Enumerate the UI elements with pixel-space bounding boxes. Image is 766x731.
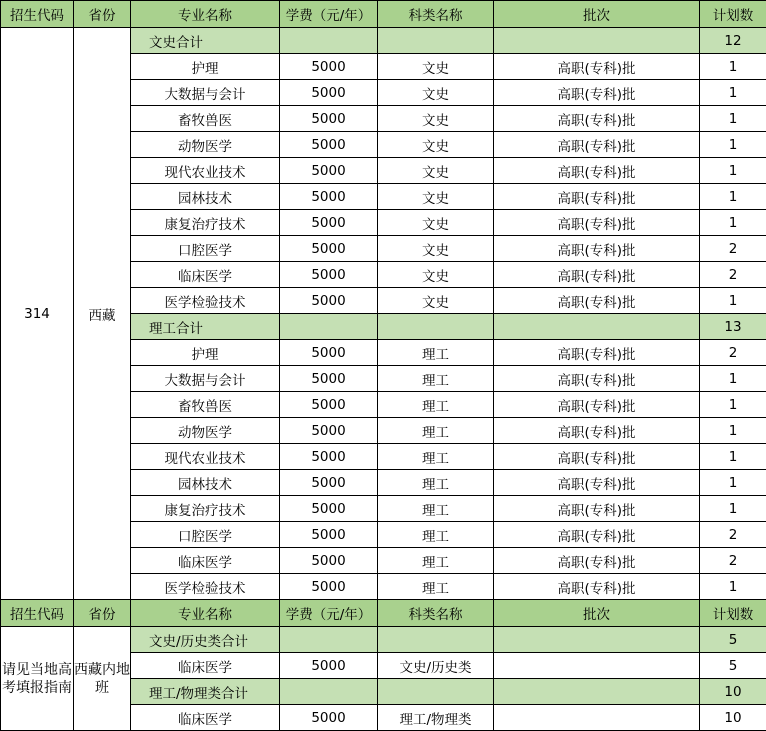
subtotal-label: 理工合计: [131, 314, 280, 340]
data-cell: 1: [700, 366, 766, 392]
data-cell: 1: [700, 80, 766, 106]
data-cell: 理工: [378, 444, 494, 470]
data-cell: 理工: [378, 366, 494, 392]
data-cell: 理工: [378, 496, 494, 522]
data-cell: 5000: [280, 340, 378, 366]
data-cell: 5000: [280, 158, 378, 184]
data-cell: 文史: [378, 210, 494, 236]
data-cell: 高职(专科)批: [494, 392, 700, 418]
data-cell: 畜牧兽医: [131, 106, 280, 132]
data-cell: 5000: [280, 444, 378, 470]
province: 西藏: [74, 28, 131, 600]
data-cell: 高职(专科)批: [494, 496, 700, 522]
header-row: [1, 1, 766, 28]
data-cell: 5: [700, 653, 766, 679]
data-cell: 5000: [280, 574, 378, 600]
province: 西藏内地班: [74, 627, 131, 731]
subtotal-count: 5: [700, 627, 766, 653]
subtotal-empty: [494, 627, 700, 653]
data-cell: 1: [700, 444, 766, 470]
subtotal-empty: [494, 679, 700, 705]
data-cell: 2: [700, 548, 766, 574]
data-cell: 1: [700, 574, 766, 600]
column-header: 批次: [494, 600, 700, 627]
data-cell: 文史: [378, 288, 494, 314]
data-cell: 现代农业技术: [131, 444, 280, 470]
data-cell: 5000: [280, 705, 378, 731]
data-cell: 高职(专科)批: [494, 548, 700, 574]
data-cell: 医学检验技术: [131, 574, 280, 600]
data-cell: 临床医学: [131, 653, 280, 679]
subtotal-label: 文史合计: [131, 28, 280, 54]
data-cell: 5000: [280, 184, 378, 210]
data-cell: 5000: [280, 54, 378, 80]
data-cell: 5000: [280, 496, 378, 522]
column-header: 科类名称: [378, 1, 494, 28]
data-cell: 康复治疗技术: [131, 210, 280, 236]
subtotal-empty: [378, 679, 494, 705]
subtotal-row: [1, 627, 766, 653]
subtotal-empty: [494, 28, 700, 54]
header-row: [1, 600, 766, 627]
data-cell: 理工: [378, 418, 494, 444]
data-cell: 1: [700, 132, 766, 158]
data-cell: 5000: [280, 470, 378, 496]
data-cell: 5000: [280, 548, 378, 574]
data-cell: 5000: [280, 418, 378, 444]
column-header: 专业名称: [131, 1, 280, 28]
data-cell: 高职(专科)批: [494, 262, 700, 288]
column-header: 批次: [494, 1, 700, 28]
data-cell: 医学检验技术: [131, 288, 280, 314]
data-cell: 10: [700, 705, 766, 731]
subtotal-empty: [378, 28, 494, 54]
column-header: 科类名称: [378, 600, 494, 627]
data-cell: 1: [700, 418, 766, 444]
data-cell: 5000: [280, 106, 378, 132]
data-cell: 5000: [280, 236, 378, 262]
data-cell: 5000: [280, 262, 378, 288]
subtotal-count: 10: [700, 679, 766, 705]
subtotal-empty: [378, 314, 494, 340]
data-cell: 口腔医学: [131, 236, 280, 262]
subtotal-empty: [494, 314, 700, 340]
table-body: [1, 1, 766, 731]
data-cell: 2: [700, 340, 766, 366]
column-header: 招生代码: [1, 600, 74, 627]
data-cell: 文史: [378, 158, 494, 184]
data-cell: 护理: [131, 54, 280, 80]
column-header: 计划数: [700, 1, 766, 28]
data-cell: 高职(专科)批: [494, 210, 700, 236]
data-cell: 动物医学: [131, 418, 280, 444]
data-cell: 5000: [280, 288, 378, 314]
data-cell: 文史: [378, 80, 494, 106]
data-cell: 5000: [280, 366, 378, 392]
subtotal-row: [1, 28, 766, 54]
enrollment-code: 请见当地高考填报指南: [1, 627, 74, 731]
data-cell: 临床医学: [131, 548, 280, 574]
data-cell: 高职(专科)批: [494, 444, 700, 470]
data-cell: 高职(专科)批: [494, 80, 700, 106]
data-cell: 畜牧兽医: [131, 392, 280, 418]
subtotal-count: 12: [700, 28, 766, 54]
data-cell: 高职(专科)批: [494, 106, 700, 132]
subtotal-empty: [280, 679, 378, 705]
data-cell: 1: [700, 210, 766, 236]
data-cell: [494, 653, 700, 679]
data-cell: 5000: [280, 80, 378, 106]
data-cell: 高职(专科)批: [494, 340, 700, 366]
data-cell: 大数据与会计: [131, 366, 280, 392]
data-cell: 1: [700, 54, 766, 80]
data-cell: 高职(专科)批: [494, 522, 700, 548]
subtotal-count: 13: [700, 314, 766, 340]
data-cell: 2: [700, 236, 766, 262]
data-cell: 高职(专科)批: [494, 54, 700, 80]
data-cell: 高职(专科)批: [494, 132, 700, 158]
data-cell: 5000: [280, 210, 378, 236]
column-header: 学费（元/年）: [280, 1, 378, 28]
data-cell: 理工: [378, 548, 494, 574]
data-cell: 理工: [378, 392, 494, 418]
data-cell: 园林技术: [131, 184, 280, 210]
data-cell: 2: [700, 522, 766, 548]
data-cell: 1: [700, 392, 766, 418]
data-cell: 文史: [378, 132, 494, 158]
data-cell: 临床医学: [131, 705, 280, 731]
subtotal-empty: [378, 627, 494, 653]
subtotal-empty: [280, 28, 378, 54]
data-cell: 5000: [280, 653, 378, 679]
data-cell: 高职(专科)批: [494, 574, 700, 600]
enrollment-code: 314: [1, 28, 74, 600]
data-cell: 园林技术: [131, 470, 280, 496]
data-cell: 1: [700, 184, 766, 210]
data-cell: 理工: [378, 522, 494, 548]
data-cell: 文史/历史类: [378, 653, 494, 679]
data-cell: 口腔医学: [131, 522, 280, 548]
data-cell: 理工: [378, 340, 494, 366]
column-header: 专业名称: [131, 600, 280, 627]
subtotal-label: 理工/物理类合计: [131, 679, 280, 705]
data-cell: 5000: [280, 132, 378, 158]
column-header: 学费（元/年）: [280, 600, 378, 627]
data-cell: 5000: [280, 392, 378, 418]
data-cell: 高职(专科)批: [494, 158, 700, 184]
data-cell: 1: [700, 288, 766, 314]
column-header: 省份: [74, 600, 131, 627]
data-cell: 高职(专科)批: [494, 288, 700, 314]
subtotal-empty: [280, 314, 378, 340]
data-cell: 2: [700, 262, 766, 288]
data-cell: 文史: [378, 184, 494, 210]
data-cell: 高职(专科)批: [494, 236, 700, 262]
column-header: 省份: [74, 1, 131, 28]
data-cell: 理工: [378, 574, 494, 600]
data-cell: 1: [700, 158, 766, 184]
data-cell: [494, 705, 700, 731]
data-cell: 大数据与会计: [131, 80, 280, 106]
data-cell: 理工: [378, 470, 494, 496]
data-cell: 1: [700, 106, 766, 132]
subtotal-label: 文史/历史类合计: [131, 627, 280, 653]
column-header: 计划数: [700, 600, 766, 627]
data-cell: 高职(专科)批: [494, 366, 700, 392]
data-cell: 文史: [378, 54, 494, 80]
data-cell: 文史: [378, 262, 494, 288]
data-cell: 护理: [131, 340, 280, 366]
data-cell: 高职(专科)批: [494, 418, 700, 444]
subtotal-empty: [280, 627, 378, 653]
data-cell: 临床医学: [131, 262, 280, 288]
data-cell: 5000: [280, 522, 378, 548]
data-cell: 理工/物理类: [378, 705, 494, 731]
data-cell: 现代农业技术: [131, 158, 280, 184]
data-cell: 康复治疗技术: [131, 496, 280, 522]
data-cell: 动物医学: [131, 132, 280, 158]
data-cell: 文史: [378, 236, 494, 262]
data-cell: 1: [700, 470, 766, 496]
data-cell: 高职(专科)批: [494, 184, 700, 210]
data-cell: 1: [700, 496, 766, 522]
data-cell: 高职(专科)批: [494, 470, 700, 496]
data-cell: 文史: [378, 106, 494, 132]
column-header: 招生代码: [1, 1, 74, 28]
